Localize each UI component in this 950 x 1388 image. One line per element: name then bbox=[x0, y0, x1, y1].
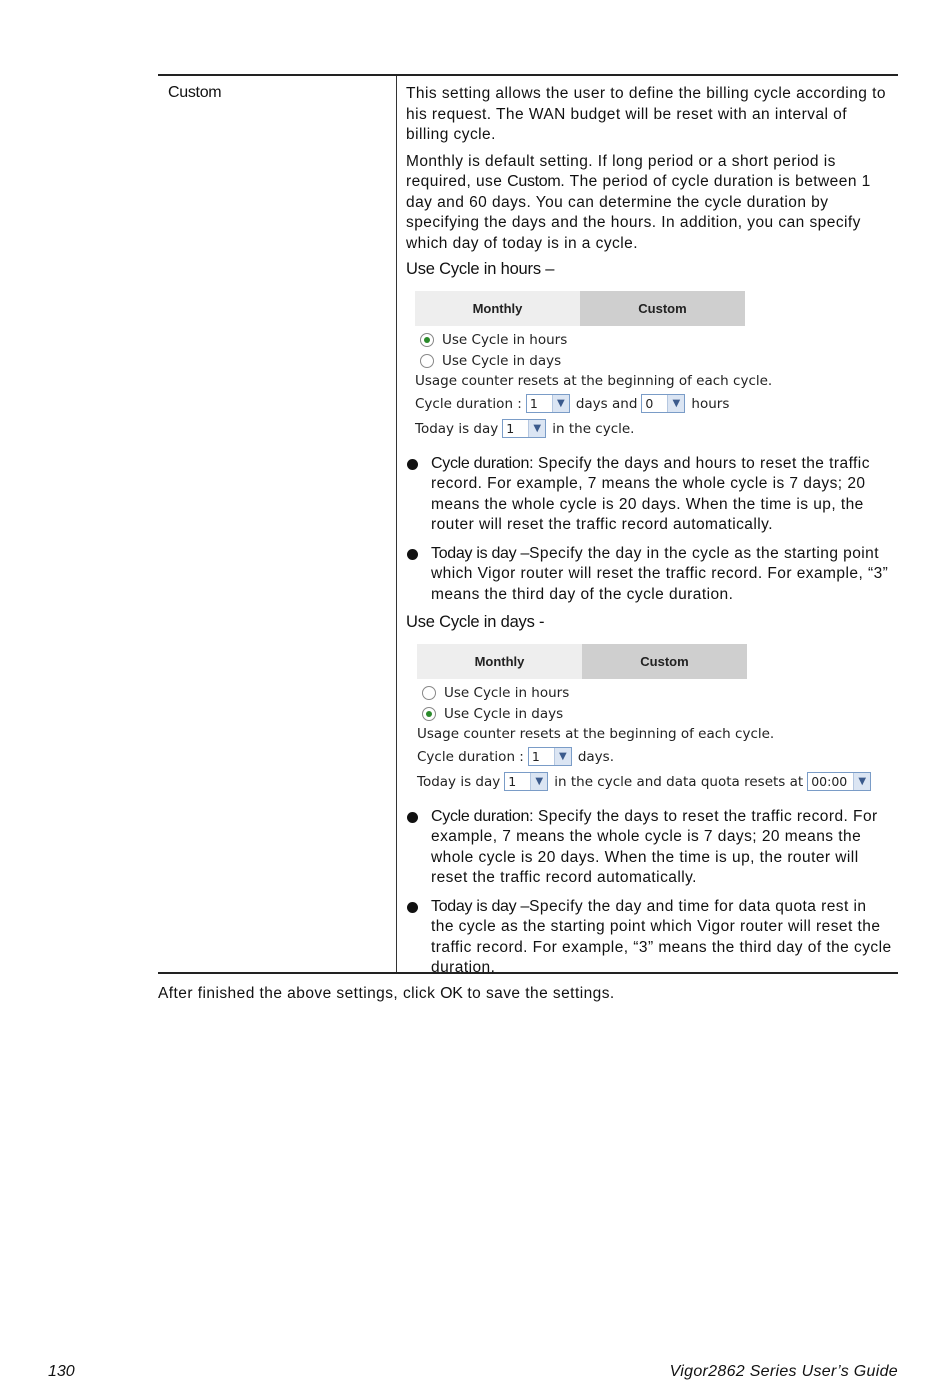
today-select[interactable]: 1 ▼ bbox=[504, 772, 548, 791]
radio-hours-label: Use Cycle in hours bbox=[442, 332, 568, 349]
list-item: Today is day –Specify the day in the cycle as the starting point which Vigor router will reset the traffic record. For example, “3” means the third day of the cycle duration. bbox=[406, 544, 892, 606]
duration-row bbox=[415, 392, 886, 416]
chevron-down-icon: ▼ bbox=[853, 773, 870, 790]
bullet-icon bbox=[407, 902, 418, 913]
guide-title: Vigor2862 Series User’s Guide bbox=[669, 1363, 898, 1380]
today-label: Today is day bbox=[415, 420, 499, 437]
radio-days-label: Use Cycle in days bbox=[442, 352, 562, 369]
bullet-icon bbox=[407, 812, 418, 823]
bullet-icon bbox=[407, 549, 418, 560]
column-divider bbox=[396, 76, 397, 972]
description-para-1: This setting allows the user to define the billing cycle according to his request. The WAN budget will be reset with an interval of billing cycle. bbox=[406, 85, 886, 143]
duration-label: Cycle duration : bbox=[417, 748, 524, 765]
radio-hours-selected-icon[interactable] bbox=[420, 333, 434, 347]
billing-tabs bbox=[415, 291, 745, 326]
tab-custom[interactable]: Custom bbox=[580, 291, 745, 326]
hours-label: hours bbox=[691, 395, 730, 412]
reset-note: Usage counter resets at the beginning of each cycle. bbox=[415, 373, 773, 390]
cycle-days-screenshot bbox=[408, 644, 888, 795]
hours-heading: Use Cycle in hours – bbox=[406, 260, 555, 278]
list-item: Cycle duration: Specify the days and hours to reset the traffic record. For example, 7 means the whole cycle is 7 days; 20 means the whole cycle is 20 days. When the time is up, the router will reset the traffic record automatically. bbox=[406, 454, 892, 536]
today-label: Today is day bbox=[417, 773, 501, 790]
setting-name: Custom bbox=[168, 84, 222, 101]
chevron-down-icon: ▼ bbox=[552, 395, 569, 412]
tab-custom[interactable]: Custom bbox=[582, 644, 747, 679]
days-label: days. bbox=[577, 748, 614, 765]
radio-row-days[interactable] bbox=[417, 704, 888, 725]
radio-days-label: Use Cycle in days bbox=[444, 705, 564, 722]
list-item: Cycle duration: Specify the days to reset the traffic record. For example, 7 means the whole cycle is 7 days; 20 means the whole cycle is 20 days. When the time is up, the router will reset the traffic record automatically. bbox=[406, 807, 892, 889]
radio-hours-icon[interactable] bbox=[422, 686, 436, 700]
radio-row-hours[interactable] bbox=[415, 330, 886, 351]
radio-row-days[interactable] bbox=[415, 351, 886, 372]
chevron-down-icon: ▼ bbox=[667, 395, 684, 412]
days-and-label: days and bbox=[575, 395, 638, 412]
cycle-hours-screenshot bbox=[406, 291, 886, 442]
duration-label: Cycle duration : bbox=[415, 395, 522, 412]
setting-description bbox=[406, 84, 892, 987]
duration-row bbox=[417, 745, 888, 769]
quota-time-select[interactable]: 00:00 ▼ bbox=[807, 772, 871, 791]
in-cycle-label: in the cycle. bbox=[552, 420, 635, 437]
duration-days-select[interactable]: 1 ▼ bbox=[526, 394, 570, 413]
radio-hours-label: Use Cycle in hours bbox=[444, 685, 570, 702]
description-para-2: Monthly is default setting. If long period or a short period is required, use Custom. The period of cycle duration is between 1 day and 60 days. You can determine the cycle duration by specifying the days and the hours. In addition, you can specify which day of today is in a cycle. bbox=[406, 152, 871, 252]
chevron-down-icon: ▼ bbox=[554, 748, 571, 765]
page-number: 130 bbox=[48, 1363, 75, 1380]
after-settings-note: After finished the above settings, click OK to save the settings. bbox=[158, 985, 615, 1002]
today-row bbox=[417, 769, 888, 795]
radio-row-hours[interactable] bbox=[417, 683, 888, 704]
chevron-down-icon: ▼ bbox=[528, 420, 545, 437]
radio-days-icon[interactable] bbox=[420, 354, 434, 368]
tab-monthly[interactable]: Monthly bbox=[415, 291, 580, 326]
in-cycle-quota-label: in the cycle and data quota resets at bbox=[554, 773, 804, 790]
days-bullets bbox=[406, 807, 892, 979]
chevron-down-icon: ▼ bbox=[530, 773, 547, 790]
radio-days-selected-icon[interactable] bbox=[422, 707, 436, 721]
tab-monthly[interactable]: Monthly bbox=[417, 644, 582, 679]
hours-bullets bbox=[406, 454, 892, 606]
days-heading: Use Cycle in days - bbox=[406, 613, 545, 631]
today-select[interactable]: 1 ▼ bbox=[502, 419, 546, 438]
duration-days-select[interactable]: 1 ▼ bbox=[528, 747, 572, 766]
list-item: Today is day –Specify the day and time for data quota rest in the cycle as the starting point which Vigor router will reset the traffic record. For example, “3” means the third day of the cycle duration. bbox=[406, 897, 892, 979]
billing-tabs bbox=[417, 644, 747, 679]
hours-select[interactable]: 0 ▼ bbox=[641, 394, 685, 413]
today-row bbox=[415, 416, 886, 442]
bullet-icon bbox=[407, 459, 418, 470]
settings-table bbox=[158, 74, 898, 974]
reset-note: Usage counter resets at the beginning of each cycle. bbox=[417, 726, 775, 743]
